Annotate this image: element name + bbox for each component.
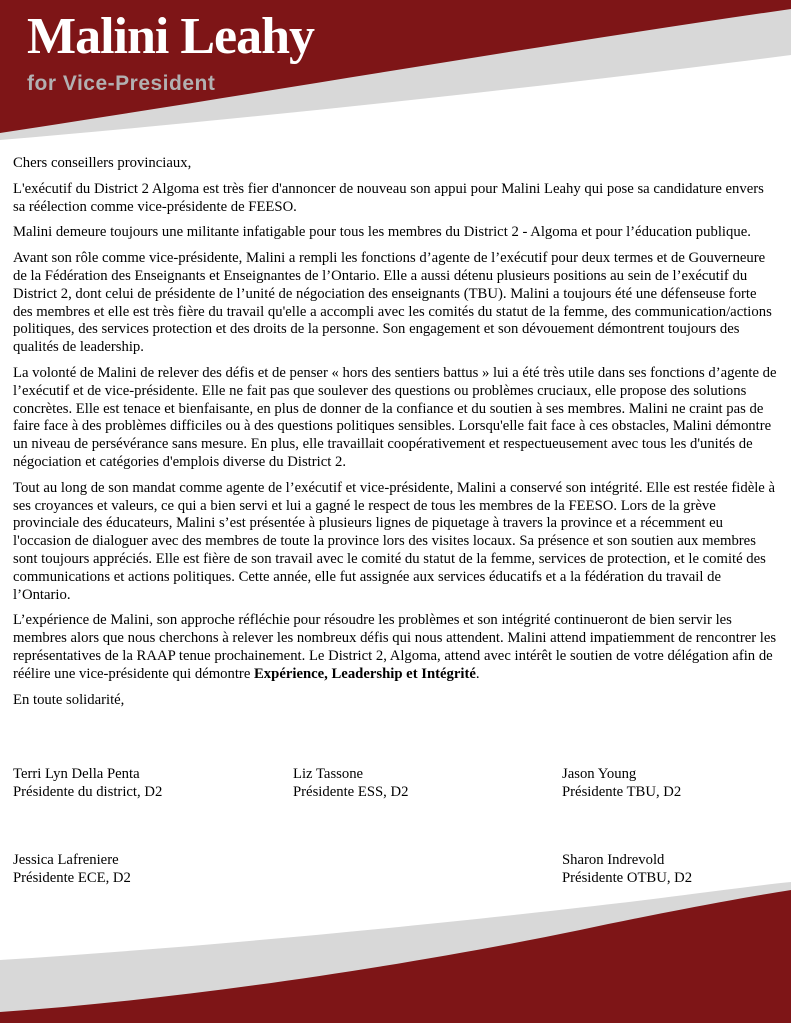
signature-row-2 xyxy=(13,852,778,888)
signature-row-1 xyxy=(13,766,778,802)
paragraph-endorsement: L'exécutif du District 2 Algoma est très fier d'annoncer de nouveau son appui pour Malini Leahy qui pose sa candidature envers sa réélection comme vice-présidente de FEESO. xyxy=(13,180,764,215)
signer-name: Jessica Lafreniere xyxy=(13,851,119,868)
signer-title: Présidente OTBU, D2 xyxy=(562,869,693,886)
signature-block xyxy=(562,852,778,888)
final-paragraph-period: . xyxy=(475,665,480,682)
signer-name: Terri Lyn Della Penta xyxy=(13,766,140,783)
campaign-subtitle: for Vice-President xyxy=(27,71,216,95)
signer-title: Présidente du district, D2 xyxy=(13,784,163,801)
paragraph-final xyxy=(13,612,778,683)
signer-name: Liz Tassone xyxy=(293,766,364,783)
signer-name: Jason Young xyxy=(562,766,637,783)
signer-name: Sharon Indrevold xyxy=(562,851,665,868)
letter-body xyxy=(13,155,778,888)
paragraph-experience-roles: Avant son rôle comme vice-présidente, Malini a rempli les fonctions d’agente de l’exécutif pour deux termes et de Gouverneure de la Fédération des Enseignants et Enseignantes de l’Ontario. Elle a aussi détenu plusieurs positions au sein de l’exécutif du District 2, dont celui de présidente de l’unité de négociation des enseignants (TBU). Malini a toujours été une défenseuse forte des membres et elle est très fière du travail qu'elle a accompli avec les comités du statut de la femme, des communication/actions politiques, des services protection et des droits de la personne. Son engagement et son dévouement démontrent toujours des qualités de leadership. xyxy=(13,250,772,356)
campaign-banner xyxy=(27,10,314,96)
signer-title: Présidente ECE, D2 xyxy=(13,869,131,886)
signature-block xyxy=(562,766,778,802)
signature-block xyxy=(13,766,293,802)
paragraph-volonte: La volonté de Malini de relever des défis et de penser « hors des sentiers battus » lui a été très utile dans ses fonctions d’agente de l’exécutif et de vice-présidente. Elle ne fait pas que soulever des questions ou problèmes cruciaux, elle propose des solutions concrètes. Elle est tenace et bienfaisante, en plus de donner de la confiance et du soutien à ses membres. Malini ne craint pas de faire face à des problèmes difficiles ou à des questions politiques sensibles. Lorsqu'elle fait face à ces obstacles, Malini démontre un niveau de persévérance sans mesure. En plus, elle travaillait coopérativement et respectueusement avec tous les d'unités de négociation et catégories d'emplois diverse du District 2. xyxy=(13,364,777,470)
signer-title: Présidente ESS, D2 xyxy=(293,784,409,801)
salutation: Chers conseillers provinciaux, xyxy=(13,155,192,171)
candidate-name: Malini Leahy xyxy=(27,8,315,65)
signer-title: Présidente TBU, D2 xyxy=(562,784,682,801)
bold-slogan: Expérience, Leadership et Intégrité xyxy=(254,665,476,682)
final-paragraph-lead: L’expérience de Malini, son approche réfléchie pour résoudre les problèmes et son intégrité continueront de bien servir les membres alors que nous cherchons à relever les nombreux défis qui nous attendent. Malini attend impatiemment de rencontrer les représentatives de la RAAP tenue prochainement. Le District 2, Algoma, attend avec intérêt le soutien de votre délégation afin de réélire une vice-présidente qui démontre xyxy=(13,612,777,682)
paragraph-militante: Malini demeure toujours une militante infatigable pour tous les membres du District 2 - Algoma et pour l’éducation publique. xyxy=(13,224,751,241)
paragraph-integrite: Tout au long de son mandat comme agente de l’exécutif et vice-présidente, Malini a conservé son intégrité. Elle est restée fidèle à ses croyances et valeurs, ce qui a bien servi et lui a gagné le respect de tous les membres de la FEESO. Lors de la grève provinciale des éducateurs, Malini s’est présentée à plusieurs lignes de piquetage à travers la province et a récemment eu l'occasion de dialoguer avec des membres de toute la province lors des visites locaux. Sa présence et son soutien aux membres sont toujours appréciés. Elle est fière de son travail avec le comité du statut de la femme, services de protection, et le comité des communications et actions politiques. Cette année, elle fut assignée aux services éducatifs et a la fédération du travail de l’Ontario. xyxy=(13,479,776,603)
signature-block xyxy=(13,852,293,888)
signature-block xyxy=(293,766,562,802)
signoff: En toute solidarité, xyxy=(13,691,125,708)
